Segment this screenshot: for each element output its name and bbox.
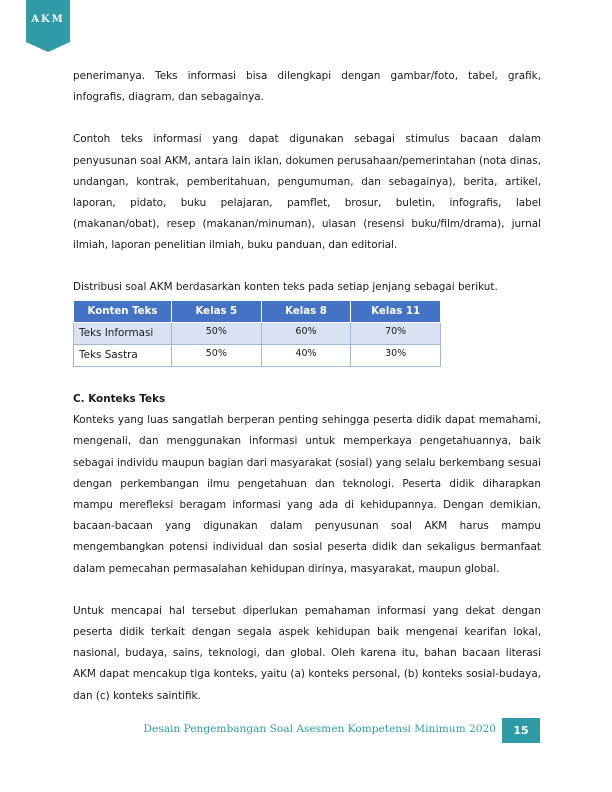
table-cell: 40% xyxy=(261,345,351,367)
table-header-row xyxy=(74,300,441,322)
page-number: 15 xyxy=(502,718,540,743)
paragraph-2: Contoh teks informasi yang dapat digunakan sebagai stimulus bacaan dalam penyusunan soal AKM, antara lain iklan, dokumen perusahaan/pemerintahan (nota dinas, undangan, kontrak, pemberitahuan, pengumuman, dan sebagainya), berita, artikel, laporan, pidato, buku pelajaran, pamflet, brosur, buletin, infografis, label (makanan/obat), resep (makanan/minuman), ulasan (resensi buku/film/drama), jurnal ilmiah, laporan penelitian ilmiah, buku panduan, dan editorial. xyxy=(73,133,541,252)
table-cell: 50% xyxy=(171,323,261,345)
table-cell: 60% xyxy=(261,323,351,345)
paragraph-1: penerimanya. Teks informasi bisa dilengkapi dengan gambar/foto, tabel, grafik, infografis, diagram, dan sebagainya. xyxy=(73,70,541,104)
table-cell: Teks Sastra xyxy=(74,345,172,367)
akm-logo-badge xyxy=(26,0,70,52)
table-header-cell: Konten Teks xyxy=(74,300,172,322)
page-content xyxy=(73,66,541,707)
table-cell: Teks Informasi xyxy=(74,323,172,345)
table-row xyxy=(74,323,441,345)
table-cell: 50% xyxy=(171,345,261,367)
table-cell: 30% xyxy=(351,345,441,367)
bookmark-ribbon-icon xyxy=(26,0,70,52)
table-header-cell: Kelas 5 xyxy=(171,300,261,322)
paragraph-5: Untuk mencapai hal tersebut diperlukan pemahaman informasi yang dekat dengan peserta didik terkait dengan segala aspek kehidupan baik mengenai kearifan lokal, nasional, budaya, sains, teknologi, dan global. Oleh karena itu, bahan bacaan literasi AKM dapat mencakup tiga konteks, yaitu (a) konteks personal, (b) konteks sosial-budaya, dan (c) konteks saintifik. xyxy=(73,604,541,702)
paragraph-3: Distribusi soal AKM berdasarkan konten teks pada setiap jenjang sebagai berikut. xyxy=(73,280,498,293)
table-row xyxy=(74,345,441,367)
paragraph-4: Konteks yang luas sangatlah berperan penting sehingga peserta didik dapat memahami, mengenali, dan menggunakan informasi untuk memperkaya pengetahuannya, baik sebagai individu maupun bagian dari masyarakat (sosial) yang selalu berkembang sesuai dengan perkembangan ilmu pengetahuan dan teknologi. Peserta didik diharapkan mampu merefleksi beragam informasi yang ada di kehidupannya. Dengan demikian, bacaan-bacaan yang digunakan dalam penyusunan soal AKM harus mampu mengembangkan potensi individual dan sosial peserta didik dan sekaligus bermanfaat dalam pemecahan permasalahan kehidupan dirinya, masyarakat, maupun global. xyxy=(73,414,541,575)
table-header-cell: Kelas 11 xyxy=(351,300,441,322)
logo-text: AKM xyxy=(31,14,65,25)
footer-title: Desain Pengembangan Soal Asesmen Kompetensi Minimum 2020 xyxy=(143,723,496,735)
table-cell: 70% xyxy=(351,323,441,345)
page-footer xyxy=(0,718,612,744)
table-header-cell: Kelas 8 xyxy=(261,300,351,322)
section-heading: C. Konteks Teks xyxy=(73,393,166,406)
distribution-table xyxy=(73,300,441,367)
